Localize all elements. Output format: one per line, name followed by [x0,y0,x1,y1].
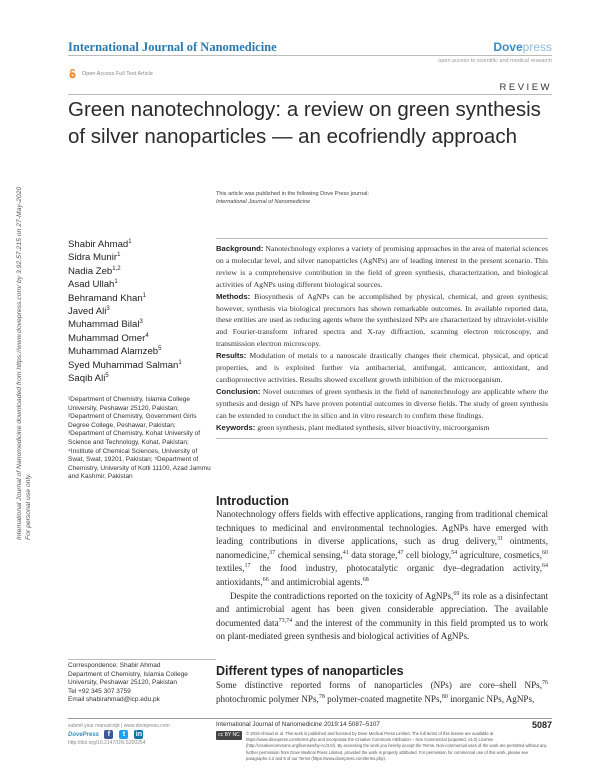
citation-ref[interactable]: 47 [397,549,404,556]
introduction-body [216,508,548,644]
author[interactable]: Syed Muhammad Salman$^1$ [68,359,182,371]
social-links [104,730,143,739]
footer-brand-row [68,730,208,739]
intro-paragraph-1: Nanotechnology offers fields with effective applications, ranging from traditional chemical techniques to medicinal and environmental technologies. AgNPs have emerged with leading contributions in diverse applications, such as drug delivery,$^{31}$ ointments, nanomedicine,$^{37}$ chemical sensing,$^{41}$ data storage,$^{47}$ cell biology,$^{54}$ agriculture, cosmetics,$^{60}$ textiles,$^{17}$ the food industry, photocatalytic organic dye–degradation activity,$^{64}$ antioxidants,$^{66}$ and antimicrobial agents.$^{68}$ [216,509,548,587]
publication-note [216,190,369,206]
page-number: 5087 [531,720,552,730]
author[interactable]: Saqib Ali$^5$ [68,372,109,385]
journal-title[interactable]: International Journal of Nanomedicine [68,40,277,54]
correspondence-address-1: Department of Chemistry, Islamia College [68,670,188,678]
footer-divider [68,718,552,719]
citation-ref[interactable]: 37 [269,549,276,556]
abstract-conclusion: Conclusion: Novel outcomes of green synthesis in the field of nanotechnology are applicable where the synthesis and design of NPs have proven potential outcomes in diverse fields. The study of green synthesis can be extended to conduct the in silico and in vitro research to confirm these findings. [216,386,549,420]
title-divider [68,94,552,95]
nanoparticle-types-heading: Different types of nanoparticles [216,664,404,678]
citation-ref[interactable]: 76 [542,679,548,686]
footer-citation: International Journal of Nanomedicine 2019:14 5087–5107 [216,721,380,728]
correspondence [68,662,228,705]
open-access-badge [68,68,153,79]
citation-ref[interactable]: 64 [542,563,548,570]
article-type: REVIEW [499,82,552,93]
side-note-line2: For personal use only. [24,473,32,540]
citation-ref[interactable]: 80 [441,693,448,700]
author[interactable]: Shabir Ahmad$^1$ [68,238,132,250]
citation-ref[interactable]: 17 [244,563,251,570]
header-divider [68,55,552,56]
intro-paragraph-2: Despite the contradictions reported on the toxicity of AgNPs,$^{69}$ its role as a disinfectant and antimicrobial agent has been given considerable appreciation. The available documented data$^{73,74}$ and the interest of the community in this field prompted us to work on plant-mediated green synthesis and biological activities of AgNPs. [216,590,548,642]
license-block [216,731,548,762]
brand-main: Dove [493,40,523,54]
correspondence-label: Correspondence: Shabir Ahmad [68,662,161,669]
abstract [216,238,548,439]
open-access-lock-icon [68,68,77,79]
pub-note-line1: This article was published in the following Dove Press journal: [216,191,369,197]
dovepress-footer-logo[interactable]: DovePress [68,731,100,738]
citation-ref[interactable]: 41 [342,549,349,556]
doi-link[interactable]: http://doi.org/10.2147/IJN.S200254 [68,740,146,746]
author[interactable]: Muhammad Omer$^4$ [68,332,149,344]
author[interactable]: Behramand Khan$^1$ [68,292,147,304]
brand-suffix: press [522,40,552,54]
types-paragraph-1: Some distinctive reported forms of nanoparticles (NPs) are core–shell NPs,$^{76}$ photochromic polymer NPs,$^{78}$ polymer-coated magnetite NPs,$^{80}$ inorganic NPs, AgNPs, [216,679,548,704]
author[interactable]: Nadia Zeb$^{1,2}$ [68,265,121,277]
abstract-methods: Methods: Biosynthesis of AgNPs can be accomplished by physical, chemical, and green synthesis; however, synthesis via biological precursors has shown remarkable outcomes. In available reported data, these entities are used as reducing agents where the synthesized NPs are characterized by ultraviolet-visible and Fourier-transform infrared spectra and X-ray diffraction, scanning electron microscopy, and transmission electron microscopy. [216,291,549,349]
nanoparticle-types-body [216,679,548,706]
correspondence-tel: Tel +92 345 307 3759 [68,687,131,695]
correspondence-divider [68,659,216,660]
abstract-results: Results: Modulation of metals to a nanoscale drastically changes their chemical, physical, and optical properties, and is exploited further via antibacterial, antifungal, anticancer, antioxidant, and cardioprotective activities. Results showed excellent growth inhibition of the microorganism. [216,351,548,384]
submit-manuscript-link[interactable]: submit your manuscript | www.dovepress.com [68,723,170,729]
author-list [68,238,182,385]
facebook-icon[interactable]: f [104,730,113,739]
correspondence-email[interactable]: Email shabirahmad@icp.edu.pk [68,696,160,703]
author[interactable]: Muhammad Alamzeb$^5$ [68,346,162,358]
author[interactable]: Asad Ullah$^1$ [68,279,118,291]
citation-ref[interactable]: 60 [542,549,548,556]
citation-ref[interactable]: 54 [451,549,458,556]
abstract-keywords: Keywords: green synthesis, plant mediated synthesis, silver bioactivity, microorganism [216,422,490,432]
author[interactable]: Javed Ali$^3$ [68,305,110,318]
author[interactable]: Muhammad Bilal$^3$ [68,319,143,331]
pub-note-journal[interactable]: International Journal of Nanomedicine [216,199,311,205]
introduction-heading: Introduction [216,494,289,508]
cc-license-icon[interactable]: cc BY NC [216,731,242,740]
citation-ref[interactable]: 68 [362,576,369,583]
citation-ref[interactable]: 73,74 [278,617,293,624]
affiliations: ¹Department of Chemistry, Islamia College University, Peshawar 25120, Pakistan; ²Department of Chemistry, Government Girls Degree College, Peshawar, Pakistan; ³Department of Chemistry, Kohat University of Science and Technology, Kohat, Pakistan; ⁴Institute of Chemical Sciences, University of Swat, Swat, 19201, Pakistan; ⁵Department of Chemistry, University of Kotli 11100, Azad Jammu and Kashmir, Pakistan [68,396,211,481]
license-text: © 2019 Ahmad et al. This work is published and licensed by Dove Medical Press Limited. The full terms of this license are available at https://www.dovepress.com/terms.php and incorporate the Creative Commons Attribution – Non Commercial (unported, v3.0) License (http://creativecommons.org/licenses/by-nc/3.0/). By accessing the work you hereby accept the Terms. Non-commercial uses of the work are permitted without any further permission from Dove Medical Press Limited, provided the work is properly attributed. For permission for commercial use of this work, please see paragraphs 4.2 and 5 of our Terms (https://www.dovepress.com/terms.php). [246,731,547,761]
abstract-background: Background: Nanotechnology explores a variety of promising approaches in the area of material sciences on a molecular level, and silver nanoparticles (AgNPs) are of leading interest in the present scenario. This review is a comprehensive contribution in the field of green synthesis, characterization, and biological activities of AgNPs using different biological sources. [216,244,549,289]
citation-ref[interactable]: 31 [497,536,504,543]
open-access-label: Open Access Full Text Article [82,70,153,77]
author[interactable]: Sidra Munir$^1$ [68,252,121,264]
correspondence-address-2: University, Peshawar 25120, Pakistan [68,679,177,686]
side-note-line1: International Journal of Nanomedicine downloaded from https://www.dovepress.com/ by 3.92.57.215 on 27-May-2020 [16,186,23,540]
brand-tagline: open access to scientific and medical research [438,58,552,64]
footer-left [68,722,208,747]
twitter-icon[interactable]: t [119,730,128,739]
citation-ref[interactable]: 78 [318,693,325,700]
article-title: Green nanotechnology: a review on green synthesis of silver nanoparticles — an ecofriendly approach [68,98,541,148]
citation-ref[interactable]: 66 [262,576,269,583]
linkedin-icon[interactable]: in [135,731,143,738]
dovepress-logo[interactable] [493,40,552,54]
citation-ref[interactable]: 69 [453,590,460,597]
download-side-note [16,120,33,540]
